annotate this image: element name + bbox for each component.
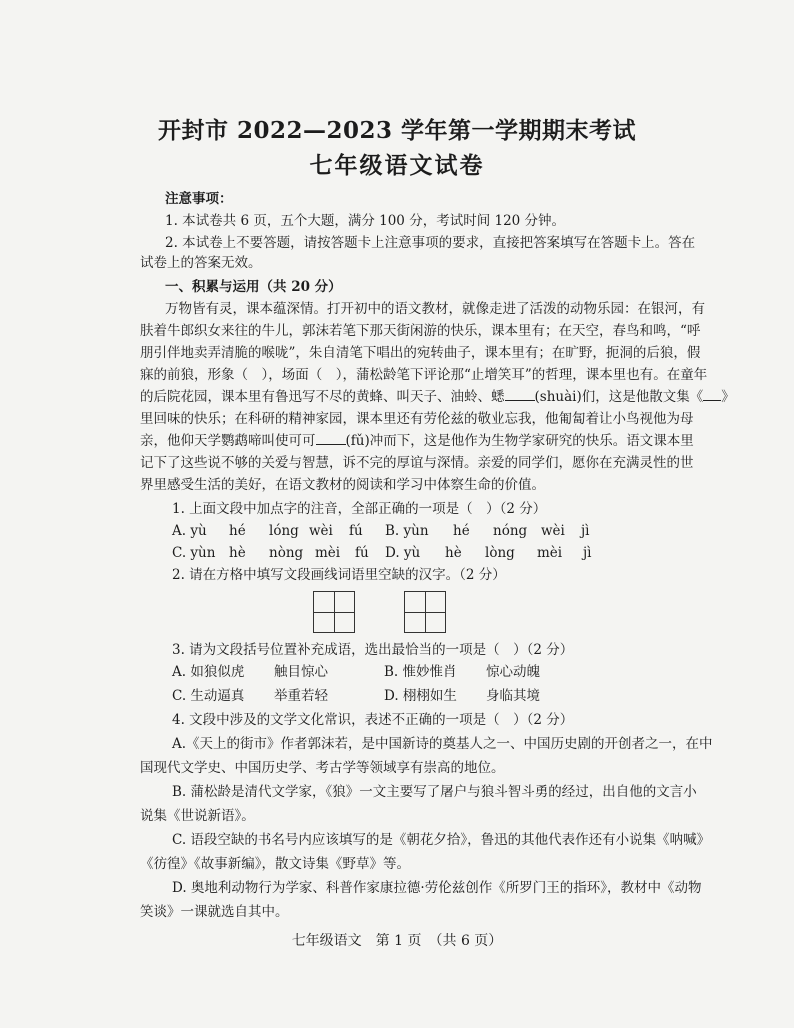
section-heading: 一、积累与运用（共 20 分） [165, 279, 342, 295]
option-d-syllable: D. yù [385, 545, 421, 561]
question-1-option-row [172, 544, 383, 562]
option-text: D. 栩栩如生 [384, 688, 457, 704]
question-4-line: 国现代文学史、中国历史学、考古学等领域享有崇高的地位。 [140, 760, 505, 776]
passage-line: 寐的前狼，形象（ ），场面（ ），蒲松龄笔下评论那“止增笑耳”的哲理，课本里也有。在童年 [140, 367, 708, 383]
question-3-option-row [172, 687, 540, 705]
question-4-line: 笑谈》一课就选自其中。 [140, 904, 289, 920]
notice-heading: 注意事项： [165, 191, 233, 207]
option-text: C. 生动逼真 [172, 688, 245, 704]
question-4-line: B. 蒲松龄是清代文学家，《狼》一文主要写了屠户与狼斗智斗勇的经过，出自他的文言小 [172, 784, 697, 800]
option-text: 触目惊心 [274, 664, 328, 680]
syllable: fú [349, 523, 363, 539]
passage-text: 的后院花园，课本里有鲁迅写不尽的黄蜂、叫天子、油蛉、蟋 [140, 389, 505, 405]
option-text: 身临其境 [486, 688, 540, 704]
notice-item: 2. 本试卷上不要答题，请按答题卡上注意事项的要求，直接把答案填写在答题卡上。答在 [165, 235, 696, 251]
fill-blank [316, 432, 346, 445]
option-a-syllable: A. yù [172, 523, 207, 539]
question-4-line: 说集《世说新语》。 [140, 808, 255, 824]
syllable: lòng [485, 545, 515, 561]
question-3-stem: 3. 请为文段括号位置补充成语，选出最恰当的一项是（ ）（2 分） [172, 642, 574, 658]
passage-line: 万物皆有灵，课本蕴深情。打开初中的语文教材，就像走进了活泼的动物乐园：在银河，有 [165, 301, 705, 317]
question-1-option-row [385, 544, 603, 562]
answer-grid-box[interactable] [404, 591, 446, 633]
passage-text: (shuài)们，这是他散文集《 [534, 389, 704, 405]
passage-line [140, 432, 694, 450]
option-text: A. 如狼似虎 [172, 664, 245, 680]
passage-line: 记下了这些说不够的关爱与智慧，诉不完的厚谊与深情。亲爱的同学们，愿你在充满灵性的世 [140, 455, 694, 471]
syllable: wèi [541, 523, 565, 539]
question-4-line: A.《天上的街市》作者郭沫若，是中国新诗的奠基人之一、中国历史剧的开创者之一，在中 [172, 736, 713, 752]
question-4-line: C. 语段空缺的书名号内应该填写的是《朝花夕拾》，鲁迅的其他代表作还有小说集《呐喊》 [172, 832, 711, 848]
question-4-line: 《彷徨》《故事新编》，散文诗集《野草》等。 [140, 856, 410, 872]
question-4-stem: 4. 文段中涉及的文学文化常识，表述不正确的一项是（ ）（2 分） [172, 712, 574, 728]
syllable: nòng [269, 545, 304, 561]
passage-line [140, 388, 735, 406]
syllable: wèi [309, 523, 333, 539]
question-2-stem: 2. 请在方格中填写文段画线词语里空缺的汉字。（2 分） [172, 567, 506, 583]
passage-line: 界里感受生活的美好，在语文教材的阅读和学习中体察生命的价值。 [140, 477, 545, 493]
option-text: 举重若轻 [274, 688, 328, 704]
exam-title: 开封市 2022—2023 学年第一学期期末考试 [157, 117, 637, 144]
passage-text: 亲，他仰天学鹦鹉啼叫使可可 [140, 433, 316, 449]
page-footer: 七年级语文 第 1 页 （共 6 页） [291, 933, 503, 949]
exam-subtitle: 七年级语文试卷 [309, 152, 485, 179]
syllable: hè [229, 545, 246, 561]
passage-line: 肤着牛郎织女来往的牛儿，郭沫若笔下那天街闲游的快乐，课本里有；在天空，春鸟和鸣，“呼 [140, 323, 701, 339]
fill-blank [505, 388, 535, 401]
option-c-syllable: C. yùn [172, 545, 216, 561]
option-text: B. 惟妙惟肖 [384, 664, 457, 680]
syllable: nóng [493, 523, 528, 539]
question-1-option-row [172, 522, 383, 540]
syllable: hé [229, 523, 246, 539]
syllable: jì [581, 523, 590, 539]
notice-item: 1. 本试卷共 6 页，五个大题，满分 100 分，考试时间 120 分钟。 [165, 213, 566, 229]
passage-text: 》 [721, 389, 735, 405]
syllable: lóng [269, 523, 299, 539]
question-3-option-row [172, 663, 540, 681]
passage-text: (fǔ)冲而下，这是他作为生物学家研究的快乐。语文课本里 [345, 433, 694, 449]
question-1-option-row [385, 522, 601, 540]
passage-line: 里回味的快乐；在科研的精神家园，课本里还有劳伦兹的敬业忘我，他匍匐着让小鸟视他为母 [140, 411, 694, 427]
syllable: mèi [537, 545, 563, 561]
notice-item: 试卷上的答案无效。 [140, 255, 262, 271]
syllable: jì [583, 545, 592, 561]
syllable: fú [355, 545, 369, 561]
syllable: mèi [315, 545, 341, 561]
fill-blank [703, 388, 721, 401]
option-b-syllable: B. yùn [385, 523, 429, 539]
syllable: hé [453, 523, 470, 539]
passage-line: 朋引伴地卖弄清脆的喉咙”，朱自清笔下唱出的宛转曲子，课本里有；在旷野，扼洞的后狼，假 [140, 345, 701, 361]
question-1-stem: 1. 上面文段中加点字的注音，全部正确的一项是（ ）（2 分） [172, 501, 547, 517]
question-4-line: D. 奥地利动物行为学家、科普作家康拉德·劳伦兹创作《所罗门王的指环》，教材中《动物 [172, 880, 702, 896]
answer-grid-box[interactable] [313, 591, 355, 633]
option-text: 惊心动魄 [486, 664, 540, 680]
syllable: hè [445, 545, 462, 561]
